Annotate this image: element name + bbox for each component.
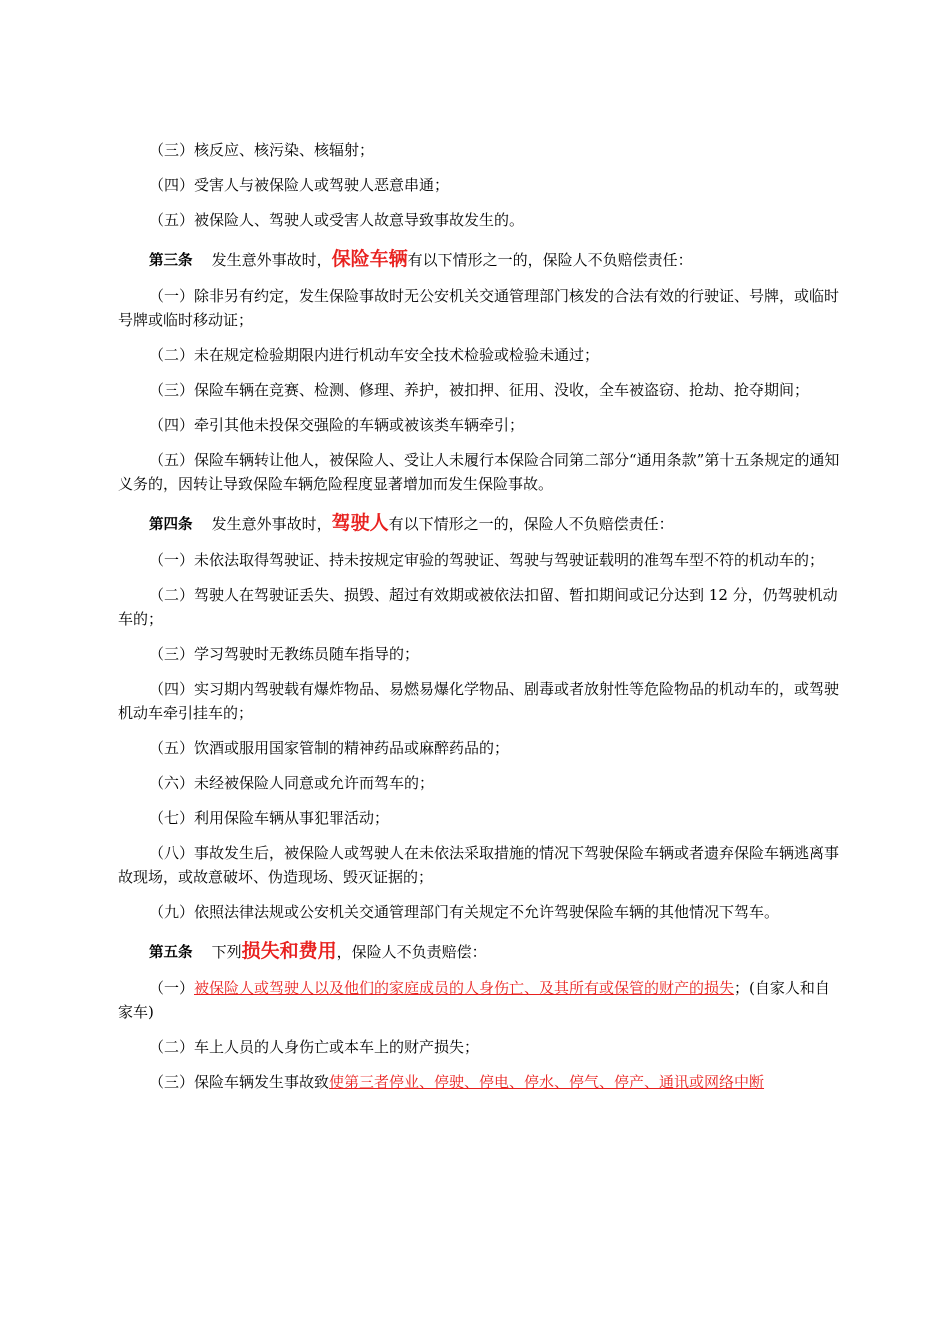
- article-heading: [118, 511, 840, 537]
- clause-item: （四）牵引其他未投保交强险的车辆或被该类车辆牵引；: [149, 416, 525, 434]
- clause-item: （二）车上人员的人身伤亡或本车上的财产损失；: [149, 1038, 480, 1056]
- clause-item: （九）依照法律法规或公安机关交通管理部门有关规定不允许驾驶保险车辆的其他情况下驾车。: [149, 903, 780, 921]
- article-heading: [118, 939, 840, 965]
- clause-item: （一）除非另有约定，发生保险事故时无公安机关交通管理部门核发的合法有效的行驶证、号牌，或临时号牌或临时移动证；: [118, 287, 840, 329]
- article-label: 第三条: [149, 253, 193, 269]
- clause-item: （四）实习期内驾驶载有爆炸物品、易燃易爆化学物品、剧毒或者放射性等危险物品的机动车的，或驾驶机动车牵引挂车的；: [118, 680, 840, 722]
- clause-item: [118, 1070, 840, 1094]
- clause-item: （二）驾驶人在驾驶证丢失、损毁、超过有效期或被依法扣留、暂扣期间或记分达到 12 分，仍驾驶机动车的；: [118, 586, 838, 628]
- article-highlight: 损失和费用: [241, 940, 337, 962]
- article-text-post: 有以下情形之一的，保险人不负赔偿责任：: [388, 515, 674, 533]
- clause-item: （五）被保险人、驾驶人或受害人故意导致事故发生的。: [149, 211, 525, 229]
- article-text-pre: 下列: [211, 943, 242, 961]
- clause-item: （七）利用保险车辆从事犯罪活动；: [149, 809, 390, 827]
- clause-item: （八）事故发生后，被保险人或驾驶人在未依法采取措施的情况下驾驶保险车辆或者遗弃保险车辆逃离事故现场，或故意破坏、伪造现场、毁灭证据的；: [118, 844, 840, 886]
- article-text-pre: 发生意外事故时，: [211, 515, 332, 533]
- article-heading: [118, 247, 840, 273]
- article-text-pre: 发生意外事故时，: [211, 251, 332, 269]
- clause-item-suffix: ；(自家人和自家车): [118, 979, 830, 1021]
- clause-item: （一）未依法取得驾驶证、持未按规定审验的驾驶证、驾驶与驾驶证载明的准驾车型不符的机动车的；: [149, 551, 825, 569]
- underlined-highlight: 被保险人或驾驶人以及他们的家庭成员的人身伤亡、及其所有或保管的财产的损失: [194, 979, 735, 997]
- clause-item: （二）未在规定检验期限内进行机动车安全技术检验或检验未通过；: [149, 346, 600, 364]
- article-label: 第四条: [149, 517, 193, 533]
- clause-item-prefix: （三）保险车辆发生事故致: [149, 1073, 330, 1091]
- underlined-highlight: 使第三者停业、停驶、停电、停水、停气、停产、通讯或网络中断: [329, 1073, 765, 1091]
- article-highlight: 驾驶人: [331, 512, 389, 534]
- clause-item-prefix: （一）: [149, 979, 195, 997]
- clause-item: （五）饮酒或服用国家管制的精神药品或麻醉药品的；: [149, 739, 510, 757]
- clause-item: （三）保险车辆在竞赛、检测、修理、养护，被扣押、征用、没收，全车被盗窃、抢劫、抢夺期间；: [149, 381, 810, 399]
- clause-item: [118, 976, 840, 1024]
- clause-item: （四）受害人与被保险人或驾驶人恶意串通；: [149, 176, 450, 194]
- clause-item: （六）未经被保险人同意或允许而驾车的；: [149, 774, 435, 792]
- clause-item: （三）核反应、核污染、核辐射；: [149, 141, 375, 159]
- document-page: [118, 138, 840, 1094]
- article-label: 第五条: [149, 945, 193, 961]
- clause-item: （三）学习驾驶时无教练员随车指导的；: [149, 645, 420, 663]
- clause-item: （五）保险车辆转让他人，被保险人、受让人未履行本保险合同第二部分“通用条款”第十五条规定的通知义务的，因转让导致保险车辆危险程度显著增加而发生保险事故。: [118, 451, 840, 493]
- article-highlight: 保险车辆: [331, 248, 408, 270]
- article-text-post: ，保险人不负责赔偿：: [336, 943, 487, 961]
- article-text-post: 有以下情形之一的，保险人不负赔偿责任：: [407, 251, 693, 269]
